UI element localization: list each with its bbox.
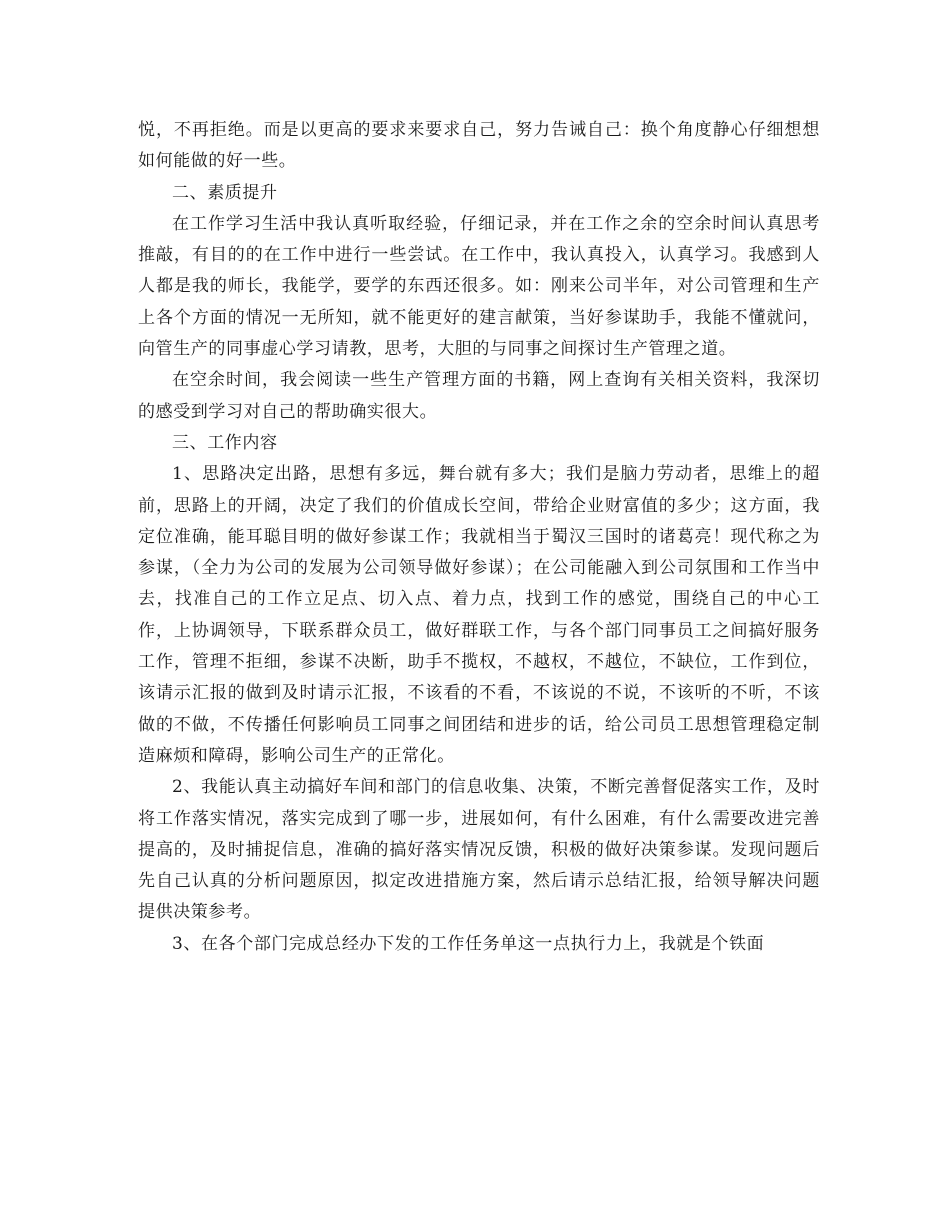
paragraph-item-2: 2、我能认真主动搞好车间和部门的信息收集、决策，不断完善督促落实工作，及时将工作落实情况，落实完成到了哪一步，进展如何，有什么困难，有什么需要改进完善提高的，及时捕捉信息，准确的搞好落实情况反馈，积极的做好决策参谋。发现问题后先自己认真的分析问题原因，拟定改进措施方案，然后请示总结汇报，给领导解决问题提供决策参考。 — [138, 777, 820, 923]
paragraph-continuation: 悦，不再拒绝。而是以更高的要求来要求自己，努力告诫自己：换个角度静心仔细想想如何能做的好一些。 — [138, 120, 820, 172]
paragraph-item-1: 1、思路决定出路，思想有多远，舞台就有多大；我们是脑力劳动者，思维上的超前，思路上的开阔，决定了我们的价值成长空间，带给企业财富值的多少；这方面，我定位准确，能耳聪目明的做好参谋工作；我就相当于蜀汉三国时的诸葛亮！现代称之为参谋，（全力为公司的发展为公司领导做好参谋）；在公司能融入到公司氛围和工作当中去，找准自己的工作立足点、切入点、着力点，找到工作的感觉，围绕自己的中心工作，上协调领导，下联系群众员工，做好群联工作，与各个部门同事员工之间搞好服务工作，管理不拒细，参谋不决断，助手不揽权，不越权，不越位，不缺位，工作到位，该请示汇报的做到及时请示汇报，不该看的不看，不该说的不说，不该听的不听，不该做的不做，不传播任何影响员工同事之间团结和进步的话，给公司员工思想管理稳定制造麻烦和障碍，影响公司生产的正常化。 — [138, 464, 820, 766]
section-heading-quality: 二、素质提升 — [172, 182, 278, 203]
document-body — [138, 115, 820, 960]
paragraph-learning: 在工作学习生活中我认真听取经验，仔细记录，并在工作之余的空余时间认真思考推敲，有目的的在工作中进行一些尝试。在工作中，我认真投入，认真学习。我感到人人都是我的师长，我能学，要学的东西还很多。如：刚来公司半年，对公司管理和生产上各个方面的情况一无所知，就不能更好的建言献策，当好参谋助手，我能不懂就问，向管生产的同事虚心学习请教，思考，大胆的与同事之间探讨生产管理之道。 — [138, 213, 820, 360]
paragraph-item-3: 3、在各个部门完成总经办下发的工作任务单这一点执行力上，我就是个铁面 — [172, 933, 765, 954]
section-heading-work-content: 三、工作内容 — [172, 432, 278, 453]
paragraph-reading: 在空余时间，我会阅读一些生产管理方面的书籍，网上查询有关相关资料，我深切的感受到学习对自己的帮助确实很大。 — [138, 370, 820, 422]
